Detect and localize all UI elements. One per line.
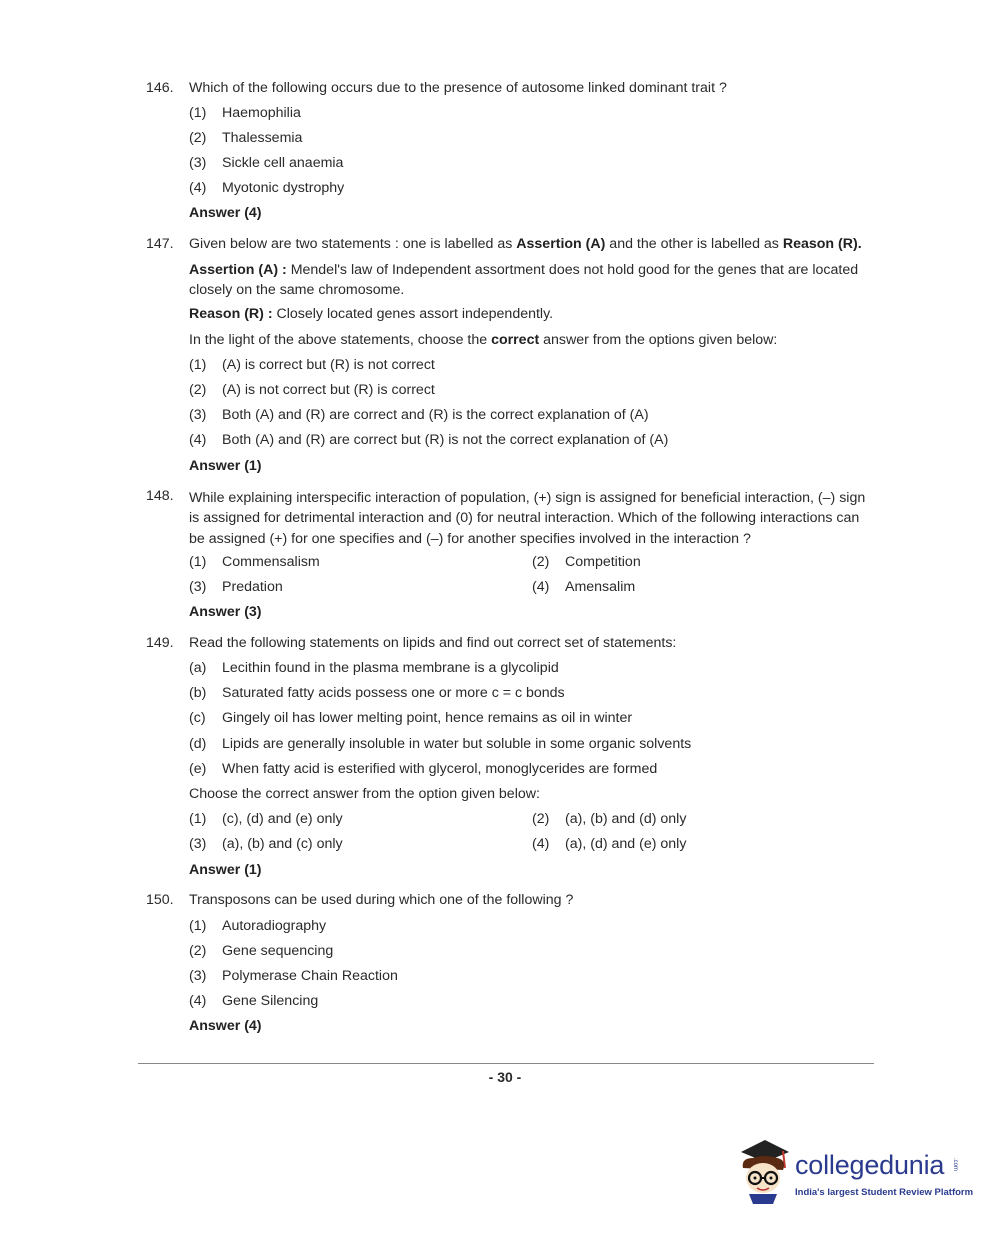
option-text: Competition: [565, 554, 641, 570]
answer: Answer (4): [189, 1018, 262, 1034]
footer-divider: [138, 1063, 874, 1064]
option-number: (1): [189, 554, 207, 570]
option-text: Autoradiography: [222, 918, 327, 934]
statement-text: Gingely oil has lower melting point, hence remains as oil in winter: [222, 710, 633, 726]
option-text: (c), (d) and (e) only: [222, 811, 343, 827]
statement-text: Saturated fatty acids possess one or more c = c bonds: [222, 685, 565, 701]
statement-text: Lipids are generally insoluble in water but soluble in some organic solvents: [222, 736, 692, 752]
instruction: Choose the correct answer from the option given below:: [189, 786, 540, 802]
option-number: (1): [189, 357, 207, 373]
option-text: Predation: [222, 579, 283, 595]
option-text: Polymerase Chain Reaction: [222, 968, 398, 984]
option-number: (2): [189, 130, 207, 146]
collegedunia-logo: [735, 1138, 974, 1210]
option-number: (3): [189, 155, 207, 171]
option-number: (4): [189, 432, 207, 448]
option-number: (1): [189, 918, 207, 934]
statement-label: (d): [189, 736, 207, 752]
reason: Reason (R) : Closely located genes assort independently.: [189, 306, 554, 322]
logo-wordmark: collegedunia: [795, 1150, 945, 1180]
option-text: Both (A) and (R) are correct but (R) is not the correct explanation of (A): [222, 432, 669, 448]
answer: Answer (4): [189, 205, 262, 221]
option-text: (A) is correct but (R) is not correct: [222, 357, 435, 373]
statement-text: Lecithin found in the plasma membrane is a glycolipid: [222, 660, 559, 676]
option-number: (4): [532, 579, 550, 595]
option-text: (A) is not correct but (R) is correct: [222, 382, 435, 398]
option-text: Amensalim: [565, 579, 636, 595]
option-text: Myotonic dystrophy: [222, 180, 345, 196]
option-text: Thalessemia: [222, 130, 303, 146]
question-number: 146.: [146, 80, 174, 96]
option-number: (2): [189, 943, 207, 959]
option-text: Haemophilia: [222, 105, 301, 121]
option-number: (4): [532, 836, 550, 852]
logo-tagline: India's largest Student Review Platform: [795, 1187, 974, 1198]
option-text: Gene Silencing: [222, 993, 319, 1009]
assertion: Assertion (A) : Mendel's law of Independent assortment does not hold good for the genes that are located closely on the same chromosome.: [189, 262, 859, 299]
option-text: Commensalism: [222, 554, 320, 570]
option-text: (a), (b) and (d) only: [565, 811, 687, 827]
option-text: Gene sequencing: [222, 943, 334, 959]
option-number: (3): [189, 407, 207, 423]
question-text: While explaining interspecific interaction of population, (+) sign is assigned for beneficial interaction, (–) sign is assigned for detrimental interaction and (0) for neutral interaction. Which of the following interactions can be assigned (+) for one specifies and (–) for another specifies involved in the interaction ?: [189, 490, 866, 547]
instruction: In the light of the above statements, choose the correct answer from the options given below:: [189, 332, 778, 348]
option-text: Sickle cell anaemia: [222, 155, 344, 171]
answer: Answer (1): [189, 862, 262, 878]
statement-label: (b): [189, 685, 207, 701]
statement-label: (e): [189, 761, 207, 777]
option-number: (1): [189, 105, 207, 121]
question-text: Read the following statements on lipids and find out correct set of statements:: [189, 635, 677, 651]
page-number: - 30 -: [488, 1069, 522, 1085]
option-number: (2): [532, 811, 550, 827]
logo-com: .com: [952, 1158, 958, 1172]
option-text: (a), (b) and (c) only: [222, 836, 343, 852]
question-number: 148.: [146, 488, 174, 504]
question-text: Which of the following occurs due to the presence of autosome linked dominant trait ?: [189, 80, 727, 96]
option-text: (a), (d) and (e) only: [565, 836, 687, 852]
answer: Answer (1): [189, 458, 262, 474]
question-number: 147.: [146, 236, 174, 252]
option-number: (3): [189, 579, 207, 595]
option-number: (4): [189, 993, 207, 1009]
option-number: (3): [189, 968, 207, 984]
answer: Answer (3): [189, 604, 262, 620]
option-number: (2): [189, 382, 207, 398]
option-number: (4): [189, 180, 207, 196]
question-text: Transposons can be used during which one of the following ?: [189, 892, 574, 908]
question-number: 150.: [146, 892, 174, 908]
statement-label: (c): [189, 710, 206, 726]
statement-text: When fatty acid is esterified with glycerol, monoglycerides are formed: [222, 761, 658, 777]
question-number: 149.: [146, 635, 174, 651]
option-text: Both (A) and (R) are correct and (R) is the correct explanation of (A): [222, 407, 649, 423]
option-number: (3): [189, 836, 207, 852]
statement-label: (a): [189, 660, 207, 676]
question-text: Given below are two statements : one is labelled as Assertion (A) and the other is labelled as Reason (R).: [189, 236, 862, 252]
option-number: (2): [532, 554, 550, 570]
mascot-icon: [735, 1138, 797, 1210]
option-number: (1): [189, 811, 207, 827]
